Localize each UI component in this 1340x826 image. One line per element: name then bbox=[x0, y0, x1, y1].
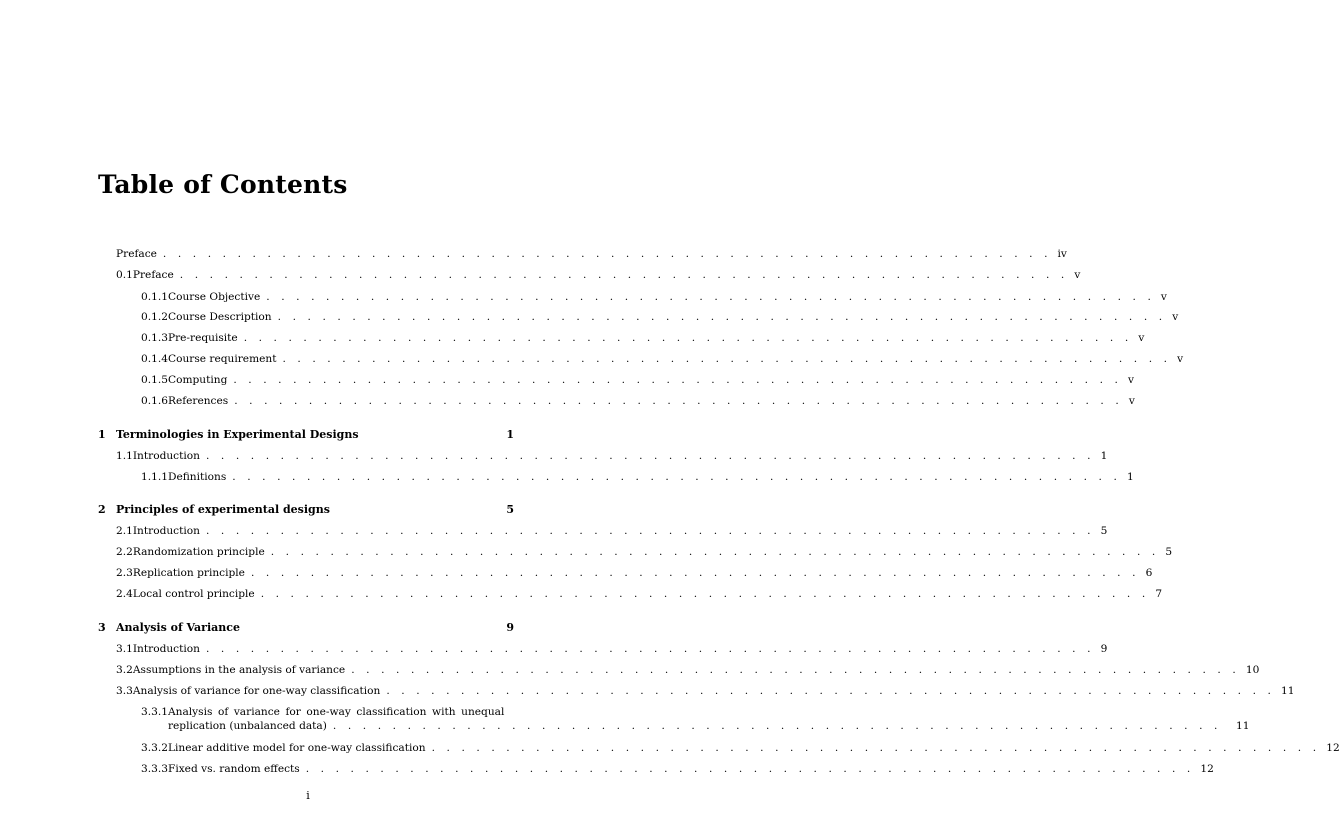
toc-entry-title: Randomization principle bbox=[132, 546, 265, 558]
toc-page-number: iv bbox=[1057, 248, 1067, 260]
toc-page-number: 5 bbox=[1100, 525, 1108, 537]
toc-entry-title: Local control principle bbox=[132, 588, 255, 600]
toc-entry-title: Replication principle bbox=[132, 567, 245, 579]
page-number-footer: i bbox=[306, 789, 310, 802]
toc-entry-number: 3 bbox=[98, 621, 106, 634]
toc-entry-title: Assumptions in the analysis of variance bbox=[132, 664, 346, 676]
toc-entry-number: 3.2 bbox=[116, 664, 133, 676]
toc-entry-number: 3.3.2 bbox=[141, 742, 168, 754]
toc-chapter-title: Analysis of Variance bbox=[116, 621, 240, 634]
toc-entry-title: Analysis of variance for one-way classification with unequal bbox=[167, 706, 505, 718]
toc-entry[interactable] bbox=[116, 642, 1108, 656]
toc-page-number: 1 bbox=[1126, 471, 1134, 483]
toc-entry-number: 2.4 bbox=[116, 588, 133, 600]
toc-page-number: 9 bbox=[506, 621, 514, 634]
toc-page-number: 11 bbox=[1281, 685, 1295, 697]
toc-entry[interactable] bbox=[116, 247, 1067, 261]
toc-chapter-entry[interactable] bbox=[98, 621, 514, 635]
toc-chapter-entry[interactable] bbox=[98, 503, 514, 517]
toc-entry-number: 2.2 bbox=[116, 546, 133, 558]
toc-entry[interactable] bbox=[141, 762, 1214, 776]
toc-leader-dots: . . . . . . . . . . . . . . . . . . . . . . . . . . . . . . . . . . . . . . . . . . . . . . . . . . . . . . . . . . . . bbox=[431, 742, 1321, 754]
toc-leader-dots: . . . . . . . . . . . . . . . . . . . . . . . . . . . . . . . . . . . . . . . . . . . . . . . . . . . . . . . . . . . . bbox=[277, 311, 1167, 323]
toc-page-number: 5 bbox=[1165, 546, 1173, 558]
toc-entry-number: 0.1.2 bbox=[141, 311, 168, 323]
toc-page-number: 6 bbox=[1145, 567, 1153, 579]
toc-entry[interactable] bbox=[141, 373, 1134, 387]
toc-entry-number: 3.1 bbox=[116, 643, 133, 655]
toc-page-number: 9 bbox=[1100, 643, 1108, 655]
toc-entry[interactable] bbox=[141, 394, 1135, 408]
toc-entry-number: 2.1 bbox=[116, 525, 133, 537]
toc-entry-title: Definitions bbox=[167, 471, 227, 483]
toc-entry-number: 3.3 bbox=[116, 685, 133, 697]
toc-entry[interactable] bbox=[141, 290, 1167, 304]
toc-entry-title: Analysis of variance for one-way classification bbox=[132, 685, 381, 697]
toc-entry-number: 0.1.1 bbox=[141, 291, 168, 303]
toc-entry-title-continued: replication (unbalanced data) bbox=[167, 720, 327, 732]
toc-entry[interactable] bbox=[116, 524, 1108, 538]
toc-leader-dots: . . . . . . . . . . . . . . . . . . . . . . . . . . . . . . . . . . . . . . . . . . . . . . . . . . . . . . . . . . . . bbox=[205, 643, 1095, 655]
toc-leader-dots: . . . . . . . . . . . . . . . . . . . . . . . . . . . . . . . . . . . . . . . . . . . . . . . . . . . . . . . . . . . . bbox=[205, 450, 1095, 462]
toc-page-number: 1 bbox=[1100, 450, 1108, 462]
toc-leader-dots: . . . . . . . . . . . . . . . . . . . . . . . . . . . . . . . . . . . . . . . . . . . . . . . . . . . . . . . . . . . . bbox=[305, 763, 1195, 775]
toc-entry-title: Preface bbox=[132, 269, 174, 281]
toc-leader-dots: . . . . . . . . . . . . . . . . . . . . . . . . . . . . . . . . . . . . . . . . . . . . . . . . . . . . . . . . . . . . bbox=[260, 588, 1150, 600]
toc-entry-title: Course Objective bbox=[167, 291, 261, 303]
toc-leader-dots: . . . . . . . . . . . . . . . . . . . . . . . . . . . . . . . . . . . . . . . . . . . . . . . . . . . . . . . . . . . . bbox=[243, 332, 1133, 344]
toc-leader-dots: . . . . . . . . . . . . . . . . . . . . . . . . . . . . . . . . . . . . . . . . . . . . . . . . . . . . . . . . . . . . bbox=[351, 664, 1240, 676]
toc-entry-number: 0.1.3 bbox=[141, 332, 168, 344]
toc-chapter-title: Principles of experimental designs bbox=[116, 503, 330, 516]
toc-entry[interactable] bbox=[141, 470, 1134, 484]
toc-entry[interactable] bbox=[116, 268, 1081, 282]
toc-entry-title: Introduction bbox=[132, 450, 200, 462]
toc-entry[interactable] bbox=[116, 566, 1153, 580]
toc-entry-number: 3.3.3 bbox=[141, 763, 168, 775]
toc-entry-number: 2.3 bbox=[116, 567, 133, 579]
toc-entry[interactable] bbox=[116, 449, 1108, 463]
toc-entry[interactable] bbox=[116, 663, 1260, 677]
toc-page-number: 12 bbox=[1200, 763, 1214, 775]
toc-entry[interactable] bbox=[141, 310, 1179, 324]
toc-entry[interactable] bbox=[116, 545, 1173, 559]
toc-leader-dots: . . . . . . . . . . . . . . . . . . . . . . . . . . . . . . . . . . . . . . . . . . . . . . . . . . . . . . . . . . . . bbox=[332, 720, 1222, 732]
toc-entry[interactable] bbox=[141, 331, 1145, 345]
toc-page-number: 12 bbox=[1326, 742, 1340, 754]
toc-page-number: v bbox=[1128, 374, 1134, 386]
toc-entry-title: Fixed vs. random effects bbox=[167, 763, 300, 775]
toc-page-number: v bbox=[1128, 395, 1135, 407]
toc-entry-title: Computing bbox=[167, 374, 228, 386]
toc-leader-dots: . . . . . . . . . . . . . . . . . . . . . . . . . . . . . . . . . . . . . . . . . . . . . . . . . . . . . . . . . . . . bbox=[282, 353, 1172, 365]
toc-entry-number: 0.1.4 bbox=[141, 353, 168, 365]
toc-entry[interactable] bbox=[116, 587, 1163, 601]
toc-page-number: 1 bbox=[506, 428, 514, 441]
toc-entry-number: 3.3.1 bbox=[141, 706, 168, 718]
toc-entry-title: Introduction bbox=[132, 643, 200, 655]
toc-leader-dots: . . . . . . . . . . . . . . . . . . . . . . . . . . . . . . . . . . . . . . . . . . . . . . . . . . . . . . . . . . . . bbox=[205, 525, 1095, 537]
toc-leader-dots: . . . . . . . . . . . . . . . . . . . . . . . . . . . . . . . . . . . . . . . . . . . . . . . . . . . . . . . . . . . . bbox=[179, 269, 1069, 281]
toc-entry-title: Preface bbox=[116, 248, 157, 260]
toc-entry-number: 1.1 bbox=[116, 450, 133, 462]
toc-entry-number: 1 bbox=[98, 428, 106, 441]
toc-page-number: v bbox=[1160, 291, 1167, 303]
toc-entry-number: 0.1 bbox=[116, 269, 133, 281]
toc-entry[interactable] bbox=[141, 705, 1250, 733]
toc-entry-title: Course requirement bbox=[167, 353, 277, 365]
toc-entry-title: Introduction bbox=[132, 525, 200, 537]
toc-entry-number: 0.1.5 bbox=[141, 374, 168, 386]
toc-page-number: 11 bbox=[1236, 720, 1250, 732]
toc-page-number: 10 bbox=[1245, 664, 1260, 676]
toc-leader-dots: . . . . . . . . . . . . . . . . . . . . . . . . . . . . . . . . . . . . . . . . . . . . . . . . . . . . . . . . . . . . bbox=[234, 395, 1123, 407]
page-title: Table of Contents bbox=[98, 170, 348, 199]
toc-leader-dots: . . . . . . . . . . . . . . . . . . . . . . . . . . . . . . . . . . . . . . . . . . . . . . . . . . . . . . . . . . . . bbox=[162, 248, 1052, 260]
toc-entry[interactable] bbox=[141, 741, 1340, 755]
toc-entry-title: Pre-requisite bbox=[167, 332, 238, 344]
toc-leader-dots: . . . . . . . . . . . . . . . . . . . . . . . . . . . . . . . . . . . . . . . . . . . . . . . . . . . . . . . . . . . . bbox=[232, 471, 1121, 483]
toc-leader-dots: . . . . . . . . . . . . . . . . . . . . . . . . . . . . . . . . . . . . . . . . . . . . . . . . . . . . . . . . . . . . bbox=[250, 567, 1140, 579]
toc-chapter-entry[interactable] bbox=[98, 428, 514, 442]
toc-leader-dots: . . . . . . . . . . . . . . . . . . . . . . . . . . . . . . . . . . . . . . . . . . . . . . . . . . . . . . . . . . . . bbox=[266, 291, 1155, 303]
toc-entry-title: References bbox=[167, 395, 229, 407]
toc-leader-dots: . . . . . . . . . . . . . . . . . . . . . . . . . . . . . . . . . . . . . . . . . . . . . . . . . . . . . . . . . . . . bbox=[233, 374, 1122, 386]
toc-entry-number: 1.1.1 bbox=[141, 471, 168, 483]
toc-page-number: v bbox=[1177, 353, 1184, 365]
toc-entry-number: 2 bbox=[98, 503, 106, 516]
toc-leader-dots: . . . . . . . . . . . . . . . . . . . . . . . . . . . . . . . . . . . . . . . . . . . . . . . . . . . . . . . . . . . . bbox=[270, 546, 1160, 558]
toc-entry-number: 0.1.6 bbox=[141, 395, 168, 407]
toc-leader-dots: . . . . . . . . . . . . . . . . . . . . . . . . . . . . . . . . . . . . . . . . . . . . . . . . . . . . . . . . . . . . bbox=[386, 685, 1275, 697]
toc-entry-title: Course Description bbox=[167, 311, 272, 323]
toc-entry[interactable] bbox=[116, 684, 1295, 698]
toc-page-number: 7 bbox=[1155, 588, 1163, 600]
toc-page-number: v bbox=[1074, 269, 1081, 281]
toc-entry-title: Linear additive model for one-way classification bbox=[167, 742, 426, 754]
toc-chapter-title: Terminologies in Experimental Designs bbox=[116, 428, 359, 441]
toc-page-number: v bbox=[1138, 332, 1145, 344]
toc-page-number: 5 bbox=[506, 503, 514, 516]
toc-page-number: v bbox=[1172, 311, 1179, 323]
toc-entry[interactable] bbox=[141, 352, 1184, 366]
